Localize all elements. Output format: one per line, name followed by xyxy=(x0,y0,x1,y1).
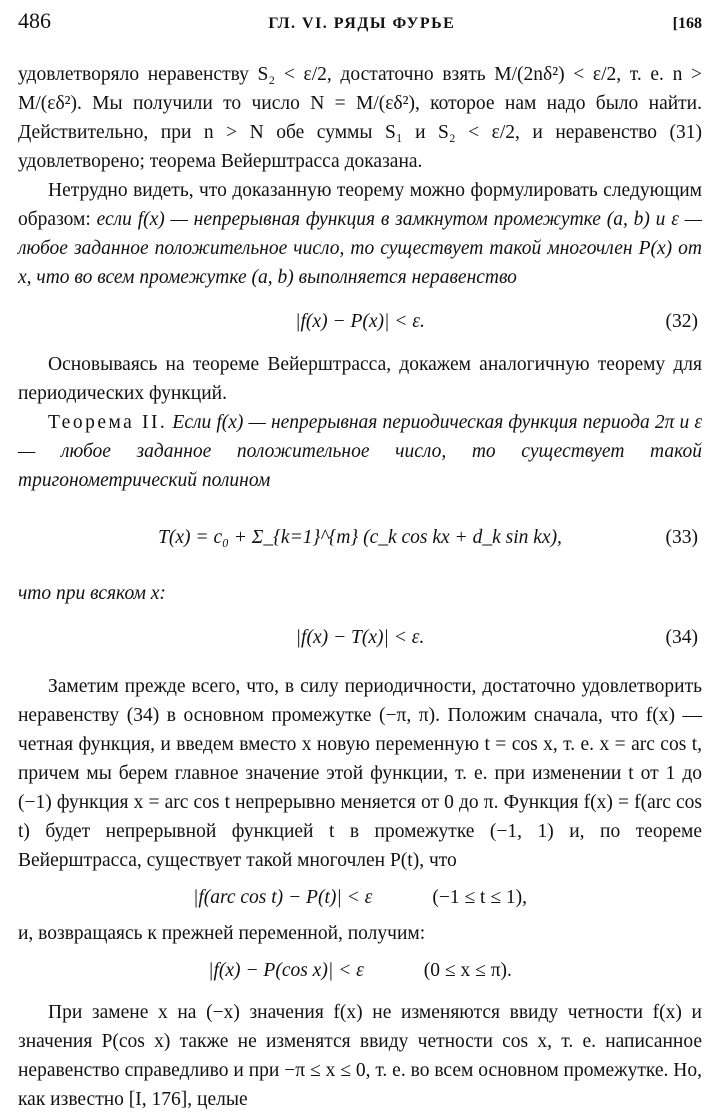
theorem-label: Теорема II. xyxy=(48,412,168,433)
equation-34 xyxy=(18,608,702,666)
paragraph-substitution: При замене x на (−x) значения f(x) не изменяются ввиду четности f(x) и значения P(cos x) также не изменятся ввиду четности cos x, т. е. написанное неравенство справедливо и при −π ≤ x ≤ 0, т. е. во всем основном промежутке. Но, как известно [I, 176], целые xyxy=(18,1002,702,1110)
equation-33 xyxy=(18,495,702,579)
equation-number: (32) xyxy=(665,310,698,332)
equation-number: (33) xyxy=(665,526,698,548)
page-number: 486 xyxy=(18,8,51,33)
paragraph-for-all-x: что при всяком x: xyxy=(18,583,166,604)
equation-number: (34) xyxy=(665,626,698,648)
equation-expression: |f(arc cos t) − P(t)| < ε xyxy=(192,886,373,908)
paragraph-return-variable: и, возвращаясь к прежней переменной, получим: xyxy=(18,923,426,944)
page-header xyxy=(18,6,702,40)
paragraph-even-function: Заметим прежде всего, что, в силу периодичности, достаточно удовлетворить неравенству (34) в основном промежутке (−π, π). Положим сначала, что f(x) — четная функция, и введем вместо x новую переменную t = cos x, т. е. x = arc cos t, причем мы берем главное значение этой функции, т. е. при изменении t от 1 до (−1) функция x = arc cos t непрерывно меняется от 0 до π. Функция f(x) = f(arc cos t) будет непрерывной функцией t в промежутке (−1, 1) и, по теореме Вейерштрасса, существует такой многочлен P(t), что xyxy=(18,676,702,871)
paragraph-theorem-reformulation xyxy=(18,176,702,292)
equation-expression: T(x) = c₀ + Σ_{k=1}^{m} (c_k cos kx + d_k sin kx), xyxy=(158,526,562,548)
section-number: [168 xyxy=(672,15,702,32)
reformulation-statement: если f(x) — непрерывная функция в замкнутом промежутке (a, b) и ε — любое заданное положительное число, то существует такой многочлен P(x) от x, что во всем промежутке (a, b) выполняется неравенство xyxy=(18,209,703,288)
equation-expression: |f(x) − T(x)| < ε. xyxy=(295,626,425,648)
equation-expression: |f(x) − P(cos x)| < ε xyxy=(208,959,364,981)
equation-condition: (0 ≤ x ≤ π). xyxy=(423,959,512,981)
paragraph-proof-end: удовлетворяло неравенству S₂ < ε/2, достаточно взять M/(2nδ²) < ε/2, т. е. n > M/(εδ²). Мы получили то число N = M/(εδ²), которое нам надо было найти. Действительно, при n > N обе суммы S₁ и S₂ < ε/2, и неравенство (31) удовлетворено; теорема Вейерштрасса доказана. xyxy=(18,64,702,172)
equation-condition: (−1 ≤ t ≤ 1), xyxy=(432,886,528,908)
equation-32 xyxy=(18,292,702,350)
equation-cos xyxy=(18,948,702,992)
running-title: ГЛ. VI. РЯДЫ ФУРЬЕ xyxy=(268,15,456,32)
equation-expression: |f(x) − P(x)| < ε. xyxy=(295,310,425,332)
reformulation-intro: Нетрудно видеть, что доказанную теорему можно формулировать следующим образом: xyxy=(18,180,702,230)
theorem-statement: Если f(x) — непрерывная периодическая функция периода 2π и ε — любое заданное положительное число, то существует такой тригонометрический полином xyxy=(18,412,702,491)
paragraph-periodic-intro: Основываясь на теореме Вейерштрасса, докажем аналогичную теорему для периодических функций. xyxy=(18,354,702,404)
equation-arccos xyxy=(18,875,702,919)
paragraph-theorem-2 xyxy=(18,408,702,495)
